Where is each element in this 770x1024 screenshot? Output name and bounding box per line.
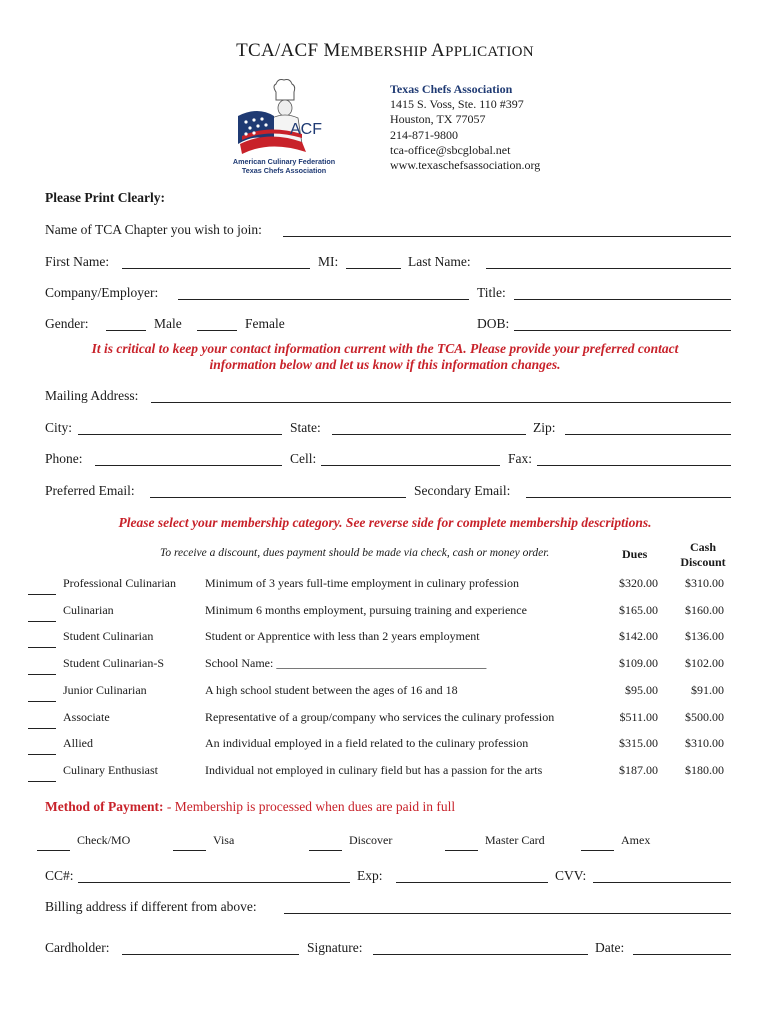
membership-cash-discount: $310.00 xyxy=(685,736,724,750)
payment-option-label: Amex xyxy=(621,833,651,847)
female-label: Female xyxy=(245,316,285,331)
secondary-email-label: Secondary Email: xyxy=(414,483,511,498)
membership-name: Professional Culinarian xyxy=(63,576,176,590)
membership-dues: $315.00 xyxy=(619,736,658,750)
mi-field[interactable] xyxy=(346,268,401,269)
payment-heading: Method of Payment: - Membership is processed when dues are paid in full xyxy=(45,799,456,814)
membership-description: Minimum 6 months employment, pursuing training and experience xyxy=(205,603,527,617)
billing-label: Billing address if different from above: xyxy=(45,899,257,914)
dues-header: Dues xyxy=(622,547,648,561)
membership-dues: $187.00 xyxy=(619,763,658,777)
payment-option-checkbox[interactable] xyxy=(445,850,478,851)
payment-option-checkbox[interactable] xyxy=(581,850,614,851)
cell-label: Cell: xyxy=(290,451,317,466)
phone-label: Phone: xyxy=(45,451,83,466)
membership-description: An individual employed in a field related to the culinary profession xyxy=(205,736,529,750)
payment-option-checkbox[interactable] xyxy=(309,850,342,851)
zip-field[interactable] xyxy=(565,434,731,435)
contact-notice-line1: It is critical to keep your contact information current with the TCA. Please provide your preferred contact xyxy=(91,341,679,356)
exp-field[interactable] xyxy=(396,882,548,883)
membership-description: Individual not employed in culinary field but has a passion for the arts xyxy=(205,763,543,777)
cc-field[interactable] xyxy=(78,882,350,883)
exp-label: Exp: xyxy=(357,868,383,883)
membership-checkbox[interactable] xyxy=(28,594,56,595)
mailing-field[interactable] xyxy=(151,402,731,403)
cvv-field[interactable] xyxy=(593,882,731,883)
state-label: State: xyxy=(290,420,321,435)
chapter-label: Name of TCA Chapter you wish to join: xyxy=(45,222,262,237)
cash-discount-header: Cash Discount xyxy=(680,540,726,569)
membership-checkbox[interactable] xyxy=(28,621,56,622)
payment-option-checkbox[interactable] xyxy=(173,850,206,851)
dob-field[interactable] xyxy=(514,330,731,331)
membership-dues: $95.00 xyxy=(625,683,658,697)
association-name: Texas Chefs Association xyxy=(390,82,513,96)
svg-text:ACF: ACF xyxy=(290,121,322,138)
membership-cash-discount: $310.00 xyxy=(685,576,724,590)
billing-field[interactable] xyxy=(284,913,731,914)
membership-cash-discount: $136.00 xyxy=(685,629,724,643)
membership-checkbox[interactable] xyxy=(28,647,56,648)
membership-name: Allied xyxy=(63,736,93,750)
acf-logo xyxy=(228,78,340,176)
title-label: Title: xyxy=(477,285,506,300)
membership-dues: $511.00 xyxy=(619,710,658,724)
membership-description: Student or Apprentice with less than 2 years employment xyxy=(205,629,480,643)
membership-name: Associate xyxy=(63,710,110,724)
city-field[interactable] xyxy=(78,434,282,435)
last-name-label: Last Name: xyxy=(408,254,471,269)
male-checkbox[interactable] xyxy=(106,330,146,331)
cvv-label: CVV: xyxy=(555,868,587,883)
city-label: City: xyxy=(45,420,73,435)
membership-description: Minimum of 3 years full-time employment in culinary profession xyxy=(205,576,519,590)
membership-name: Culinarian xyxy=(63,603,114,617)
phone-field[interactable] xyxy=(95,465,282,466)
preferred-email-label: Preferred Email: xyxy=(45,483,135,498)
membership-checkbox[interactable] xyxy=(28,674,56,675)
zip-label: Zip: xyxy=(533,420,556,435)
first-name-label: First Name: xyxy=(45,254,110,269)
membership-cash-discount: $500.00 xyxy=(685,710,724,724)
signature-label: Signature: xyxy=(307,940,363,955)
membership-checkbox[interactable] xyxy=(28,701,56,702)
company-field[interactable] xyxy=(178,299,469,300)
cell-field[interactable] xyxy=(321,465,500,466)
cc-label: CC#: xyxy=(45,868,74,883)
discount-note: To receive a discount, dues payment should be made via check, cash or money order. xyxy=(160,547,550,559)
association-phone: 214-871-9800 xyxy=(390,127,458,142)
date-field[interactable] xyxy=(633,954,731,955)
membership-name: Culinary Enthusiast xyxy=(63,763,158,777)
gender-label: Gender: xyxy=(45,316,89,331)
fax-label: Fax: xyxy=(508,451,533,466)
payment-option-label: Visa xyxy=(213,833,235,847)
membership-cash-discount: $160.00 xyxy=(685,603,724,617)
state-field[interactable] xyxy=(332,434,526,435)
payment-option-checkbox[interactable] xyxy=(37,850,70,851)
membership-dues: $142.00 xyxy=(619,629,658,643)
membership-description: School Name: ___________________________________ xyxy=(205,656,487,670)
payment-option-label: Discover xyxy=(349,833,393,847)
secondary-email-field[interactable] xyxy=(526,497,731,498)
association-email: tca-office@sbcglobal.net xyxy=(390,142,511,157)
membership-cash-discount: $102.00 xyxy=(685,656,724,670)
dob-label: DOB: xyxy=(477,316,510,331)
membership-name: Student Culinarian xyxy=(63,629,154,643)
fax-field[interactable] xyxy=(537,465,731,466)
payment-option-label: Check/MO xyxy=(77,833,131,847)
association-address1: 1415 S. Voss, Ste. 110 #397 xyxy=(390,97,524,112)
membership-checkbox[interactable] xyxy=(28,728,56,729)
female-checkbox[interactable] xyxy=(197,330,237,331)
first-name-field[interactable] xyxy=(122,268,310,269)
signature-field[interactable] xyxy=(373,954,588,955)
contact-notice-line2: information below and let us know if this information changes. xyxy=(209,357,561,372)
membership-description: A high school student between the ages of 16 and 18 xyxy=(205,683,458,697)
svg-text:Texas Chefs Association: Texas Chefs Association xyxy=(241,166,327,175)
date-label: Date: xyxy=(595,940,625,955)
membership-description: Representative of a group/company who services the culinary profession xyxy=(205,710,555,724)
association-website: www.texaschefsassociation.org xyxy=(390,158,541,173)
membership-dues: $320.00 xyxy=(619,576,658,590)
membership-name: Student Culinarian-S xyxy=(63,656,164,670)
last-name-field[interactable] xyxy=(486,268,731,269)
print-clearly-heading: Please Print Clearly: xyxy=(45,190,165,205)
category-notice: Please select your membership category. See reverse side for complete membership descriptions. xyxy=(118,515,652,530)
mailing-label: Mailing Address: xyxy=(45,388,139,403)
membership-checkbox[interactable] xyxy=(28,781,56,782)
membership-cash-discount: $180.00 xyxy=(685,763,724,777)
preferred-email-field[interactable] xyxy=(150,497,406,498)
association-info xyxy=(390,82,540,173)
membership-dues: $109.00 xyxy=(619,656,658,670)
page-title: TCA/ACF MEMBERSHIP APPLICATION xyxy=(236,40,534,61)
membership-name: Junior Culinarian xyxy=(63,683,147,697)
membership-cash-discount: $91.00 xyxy=(691,683,724,697)
membership-dues: $165.00 xyxy=(619,603,658,617)
association-address2: Houston, TX 77057 xyxy=(390,112,486,127)
acf-logo-icon xyxy=(228,78,340,176)
title-field[interactable] xyxy=(514,299,731,300)
membership-checkbox[interactable] xyxy=(28,754,56,755)
chapter-field[interactable] xyxy=(283,236,731,237)
company-label: Company/Employer: xyxy=(45,285,159,300)
payment-option-label: Master Card xyxy=(485,833,545,847)
cardholder-label: Cardholder: xyxy=(45,940,110,955)
svg-text:American Culinary Federation: American Culinary Federation xyxy=(232,157,336,166)
cardholder-field[interactable] xyxy=(122,954,299,955)
mi-label: MI: xyxy=(318,254,339,269)
male-label: Male xyxy=(154,316,182,331)
